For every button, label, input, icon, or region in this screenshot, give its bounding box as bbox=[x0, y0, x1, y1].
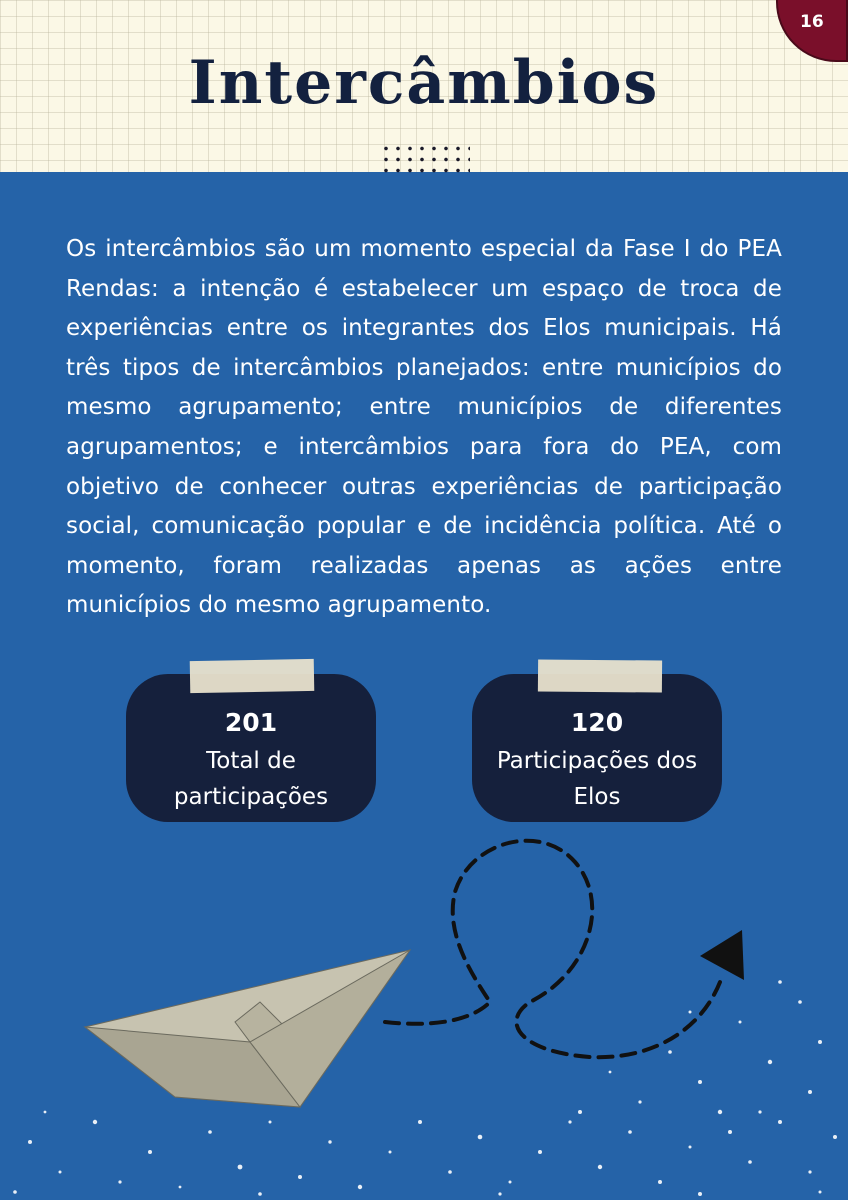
stat-value: 201 bbox=[224, 708, 278, 737]
decorative-illustration bbox=[0, 822, 848, 1200]
tape-decoration bbox=[538, 659, 662, 692]
page-title: Intercâmbios bbox=[188, 48, 660, 118]
stat-label: Total de participações bbox=[173, 748, 329, 810]
paper-boat-icon bbox=[85, 950, 410, 1107]
tape-decoration bbox=[190, 659, 315, 693]
page-header bbox=[0, 0, 848, 172]
page-number: 16 bbox=[800, 12, 824, 32]
splatter-dots bbox=[13, 980, 837, 1196]
arrowhead-icon bbox=[700, 930, 744, 980]
stat-card-total bbox=[126, 674, 376, 822]
stat-card-elos bbox=[472, 674, 722, 822]
main-content bbox=[0, 172, 848, 1200]
dashed-arrow-icon bbox=[385, 841, 720, 1057]
stat-label: Participações dos Elos bbox=[496, 748, 698, 810]
stat-value: 120 bbox=[570, 708, 624, 737]
body-paragraph: Os intercâmbios são um momento especial da Fase I do PEA Rendas: a intenção é estabelecer um espaço de troca de experiências entre os integrantes dos Elos municipais. Há três tipos de intercâmbios planejados: entre municípios do mesmo agrupamento; entre municípios de diferentes agrupamentos; e intercâmbios para fora do PEA, com objetivo de conhecer outras experiências de participação social, comunicação popular e de incidência política. Até o momento, foram realizadas apenas as ações entre municípios do mesmo agrupamento. bbox=[66, 236, 782, 619]
